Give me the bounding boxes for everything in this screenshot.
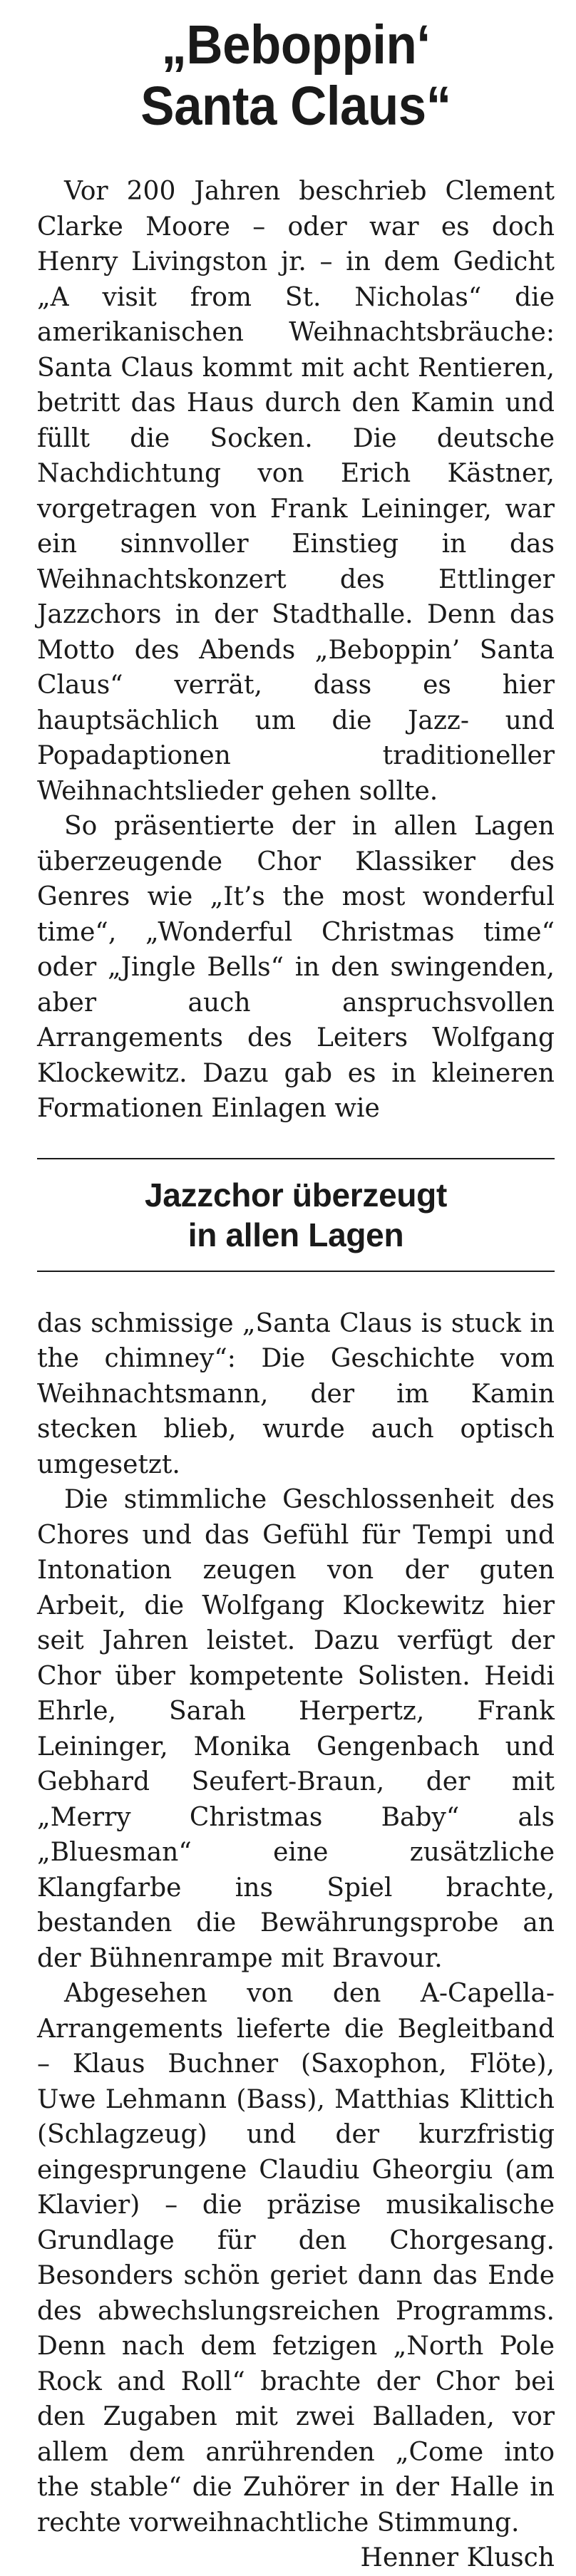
author-byline: Henner Klusch xyxy=(360,2543,555,2572)
article-body-top xyxy=(37,174,555,1127)
subhead-line-1: Jazzchor überzeugt xyxy=(144,1176,447,1214)
article-subheadline xyxy=(37,1175,555,1255)
headline-line-1: „Beboppin‘ xyxy=(161,14,431,76)
byline-row xyxy=(37,2540,555,2576)
paragraph-intro: Vor 200 Jahren beschrieb Clement Clarke Moore – oder war es doch Henry Livingston jr. – in dem Gedicht „A visit from St. Nicholas“ die amerikanischen Weihnachtsbräuche: Santa Claus kommt mit acht Rentieren, betritt das Haus durch den Kamin und füllt die Socken. Die deutsche Nachdichtung von Erich Kästner, vorgetragen von Frank Leininger, war ein sinnvoller Einstieg in das Weihnachtskonzert des Ettlinger Jazzchors in der Stadthalle. Denn das Motto des Abends „Beboppin’ Santa Claus“ verrät, dass es hier hauptsächlich um die Jazz- und Popadaptionen traditioneller Weihnachtslieder gehen sollte. xyxy=(37,177,555,806)
subhead-line-2: in allen Lagen xyxy=(187,1216,404,1253)
subhead-block xyxy=(37,1158,555,1272)
paragraph-band: Abgesehen von den A-Capella-Arrangements lieferte die Begleitband – Klaus Buchner (Saxophon, Flöte), Uwe Lehmann (Bass), Matthias Klittich (Schlagzeug) und der kurzfristig eingesprungene Claudiu Gheorgiu (am Klavier) – die präzise musikalische Grundlage für den Chorgesang. Besonders schön geriet dann das Ende des abwechslungsreichen Programms. Denn nach dem fetzigen „North Pole Rock and Roll“ brachte der Chor bei den Zugaben mit zwei Balladen, vor allem dem anrührenden „Come into the stable“ die Zuhörer in der Halle in rechte vorweihnachtliche Stimmung. xyxy=(37,1979,555,2538)
subhead-rule-top xyxy=(37,1158,555,1159)
subhead-rule-bottom xyxy=(37,1271,555,1272)
newspaper-clipping xyxy=(37,14,555,2576)
paragraph-soloists: Die stimmliche Geschlossenheit des Chores und das Gefühl für Tempi und Intonation zeugen von der guten Arbeit, die Wolfgang Klockewitz hier seit Jahren leistet. Dazu verfügt der Chor über kompetente Solisten. Heidi Ehrle, Sarah Herpertz, Frank Leininger, Monika Gengenbach und Gebhard Seufert-Braun, der mit „Merry Christmas Baby“ als „Bluesman“ eine zusätzliche Klangfarbe ins Spiel brachte, bestanden die Bewährungsprobe an der Bühnenrampe mit Bravour. xyxy=(37,1485,555,1973)
paragraph-chimney: das schmissige „Santa Claus is stuck in the chimney“: Die Geschichte vom Weihnachtsmann, der im Kamin stecken blieb, wurde auch optisch umgesetzt. xyxy=(37,1308,555,1479)
article-body-bottom xyxy=(37,1306,555,2576)
paragraph-repertoire: So präsentierte der in allen Lagen überzeugende Chor Klassiker des Genres wie „It’s the most wonderful time“, „Wonderful Christmas time“ oder „Jingle Bells“ in den swingenden, aber auch anspruchsvollen Arrangements des Leiters Wolfgang Klockewitz. Dazu gab es in kleineren Formationen Einlagen wie xyxy=(37,812,555,1123)
article-headline xyxy=(58,14,534,137)
headline-line-2: Santa Claus“ xyxy=(140,76,451,137)
